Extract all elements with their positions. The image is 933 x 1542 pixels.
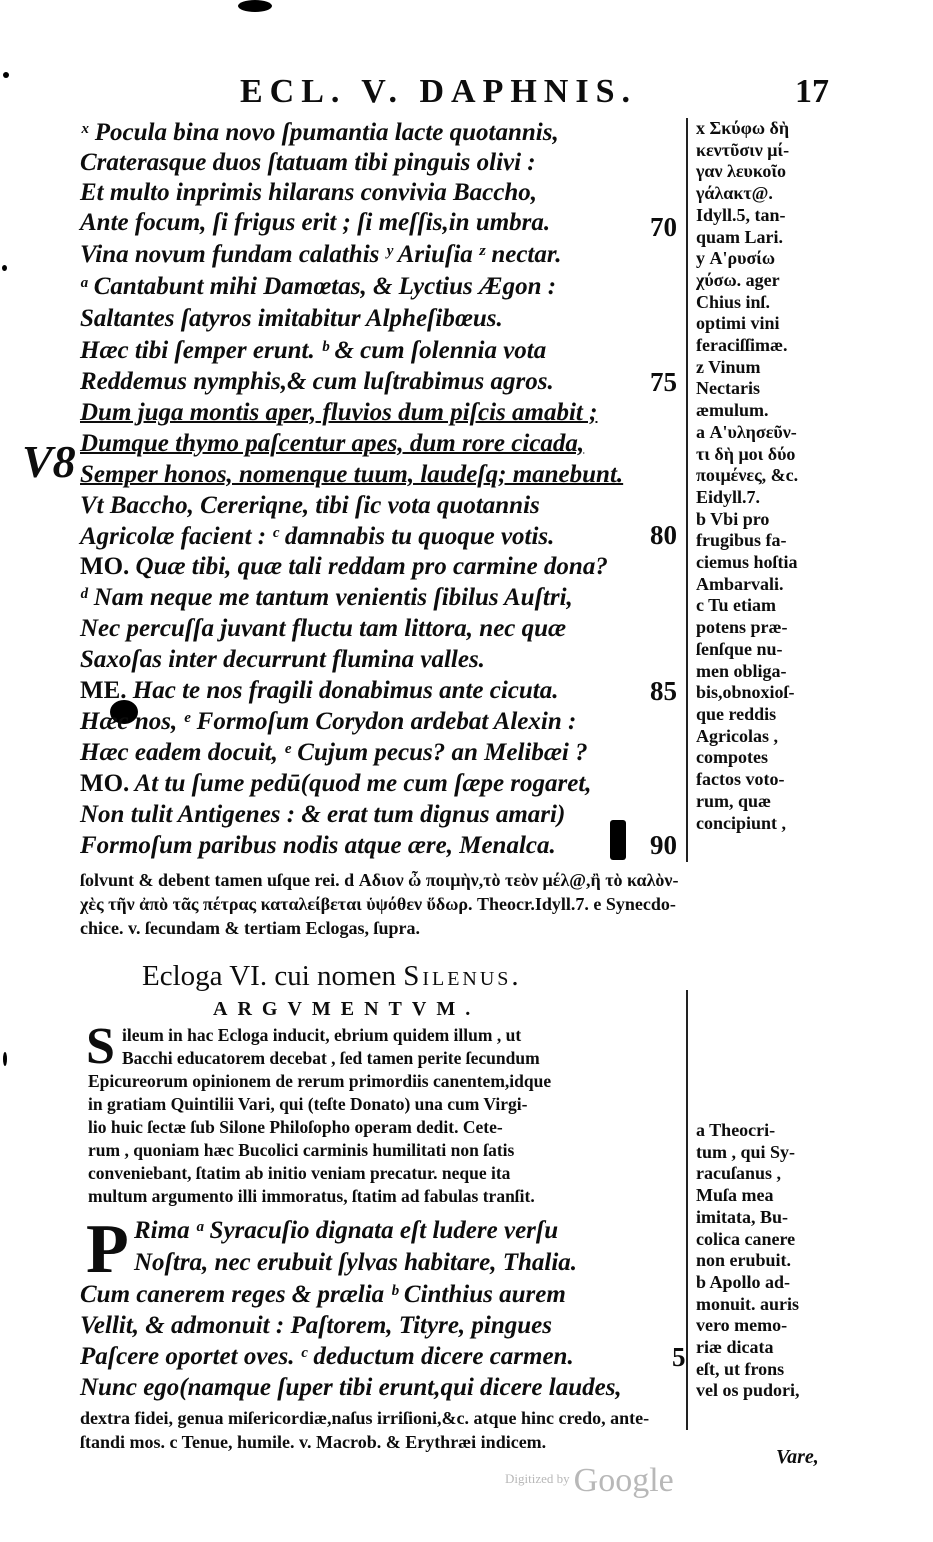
gloss-line: quam Lari. <box>696 226 784 247</box>
gloss-line: κεντῦσιν μί- <box>696 139 790 160</box>
prose-line: in gratiam Quintilii Vari, qui (teſte Donato) una cum Virgi- <box>88 1094 528 1114</box>
verse-line: Paſcere oportet oves. ᶜ deductum dicere carmen. <box>80 1343 574 1370</box>
argumentum-text <box>86 1018 688 1208</box>
verse-line: Hæc eadem docuit, ᵉ Cujum pecus? an Melibæi ? <box>80 739 588 766</box>
margin-rule <box>686 118 688 862</box>
gloss-line: Nectaris <box>696 378 760 399</box>
verse-line: Nec percuſſa juvant fluctu tam littora, nec quæ <box>80 615 567 642</box>
gloss-line: æmulum. <box>696 400 769 421</box>
gloss-line: y Α'ρυσίω <box>696 248 776 269</box>
verse-line: Ante focum, ſi frigus erit ; ſi meſſis,in umbra. <box>80 209 551 236</box>
gloss-line: ſenſque nu- <box>696 638 783 659</box>
verse-line: Semper honos, nomenque tuum, laudeſq; manebunt. <box>80 461 624 488</box>
drop-cap: P <box>86 1211 129 1288</box>
gloss-line: bis,obnoxioſ- <box>696 682 795 703</box>
watermark-prefix: Digitized by <box>505 1471 570 1486</box>
verse-line: Et multo inprimis hilarans convivia Baccho, <box>80 179 538 206</box>
eclogue-name: Silenus. <box>403 960 522 992</box>
verse-line: Vt Baccho, Cereriqne, tibi ſic vota quotannis <box>80 492 540 519</box>
verse-line: Vina novum fundam calathis ʸ Ariuſia ᶻ nectar. <box>80 241 562 268</box>
gloss-line: vel os pudori, <box>696 1380 800 1401</box>
gloss-line: frugibus fa- <box>696 530 787 551</box>
verse-line: Agricolæ facient : ᶜ damnabis tu quoque votis. <box>80 523 555 550</box>
footnote-line: ſtandi mos. c Tenue, humile. v. Macrob. & Erythræi indicem. <box>80 1432 547 1452</box>
verse-line: Nunc ego(namque ſuper tibi erunt,qui dicere laudes, <box>80 1374 622 1401</box>
verse-line: Cum canerem reges & prælia ᵇ Cinthius aurem <box>80 1281 566 1308</box>
verse-line: ME. Hac te nos fragili donabimus ante cicuta. <box>80 677 559 704</box>
gloss-line: racuſanus , <box>696 1163 782 1184</box>
gloss-line: rum, quæ <box>696 790 772 811</box>
argumentum-title: ARGVMENTVM. <box>213 998 481 1020</box>
footnote-line: ſolvunt & debent tamen uſque rei. d Αδιον ὦ ποιμὴν,τὸ τεὸν μέλ@,ἢ τὸ καλὸν- <box>80 870 679 890</box>
drop-cap: S <box>86 1018 115 1075</box>
gloss-line: a Α'υλησεῦν- <box>696 421 797 442</box>
gloss-line: γαν λευκοῖο <box>696 161 786 182</box>
google-logo: Google <box>573 1462 674 1499</box>
prose-line: ileum in hac Ecloga inducit, ebrium quidem illum , ut <box>122 1025 522 1045</box>
page-number: 17 <box>795 73 829 110</box>
gloss-line: τι δὴ μοι δύο <box>696 443 796 464</box>
gloss-line: monuit. auris <box>696 1293 800 1314</box>
ink-speck-left <box>3 72 9 78</box>
gloss-line: vero memo- <box>696 1315 788 1336</box>
line-number: 75 <box>650 367 677 397</box>
gloss-line: Eidyll.7. <box>696 486 761 507</box>
gloss-line: Idyll.5, tan- <box>696 204 786 225</box>
gloss-line: Muſa mea <box>696 1185 774 1206</box>
gloss-line: feraciſſimæ. <box>696 335 788 356</box>
verse-line: MO. At tu ſume pedū(quod me cum ſæpe rogaret, <box>80 770 592 797</box>
footnote-block <box>80 1406 850 1454</box>
gloss-line: x Σκύφω δὴ <box>696 118 790 138</box>
gloss-line: optimi vini <box>696 313 780 334</box>
catchword: Vare, <box>776 1446 819 1468</box>
verse-line: Hæc nos, ᵉ Formoſum Corydon ardebat Alexin : <box>80 708 577 735</box>
line-number: 85 <box>650 676 677 706</box>
running-head <box>240 72 880 112</box>
line-number: 70 <box>650 212 677 242</box>
verse-line: Hæc tibi ſemper erunt. ᵇ & cum ſolennia vota <box>80 337 547 364</box>
gloss-line: que reddis <box>696 703 777 724</box>
prose-line: Bacchi educatorem decebat , ſed tamen perite ſecundum <box>122 1048 540 1068</box>
ink-blot-top <box>238 0 272 12</box>
verse-line: MO. Quæ tibi, quæ tali reddam pro carmine dona? <box>80 553 608 580</box>
prose-line: multum argumento illi immoratus, ſtatim ad fabulas tranſit. <box>88 1186 535 1206</box>
verse-line: Noſtra, nec erubuit ſylvas habitare, Thalia. <box>134 1249 578 1276</box>
gloss-line: Agricolas , <box>696 725 778 746</box>
gloss-line: non erubuit. <box>696 1250 792 1271</box>
gloss-line: a Theocri- <box>696 1120 776 1140</box>
gloss-line: ciemus hoſtia <box>696 552 798 573</box>
verse-line: ˣ Pocula bina novo ſpumantia lacte quotannis, <box>80 119 559 146</box>
gloss-line: γάλακτ@. <box>696 183 773 204</box>
line-number: 80 <box>650 520 677 550</box>
handwritten-margin-mark: V8 <box>22 436 76 487</box>
prose-line: Epicureorum opinionem de rerum primordiis canentem,idque <box>88 1071 552 1091</box>
verse-line: Non tulit Antigenes : & erat tum dignus amari) <box>80 801 566 828</box>
speaker-label: MO. <box>80 553 130 580</box>
gloss-line: Chius inſ. <box>696 291 771 312</box>
gloss-line: Ambarvali. <box>696 573 784 594</box>
prose-line: conveniebant, ſtatim ab initio veniam precatur. neque ita <box>88 1163 511 1183</box>
footnote-block <box>80 868 850 940</box>
verse-line: Saltantes ſatyros imitabitur Alpheſibœus. <box>80 305 503 332</box>
gloss-line: b Vbi pro <box>696 508 770 529</box>
speaker-label: ME. <box>80 677 127 704</box>
gloss-line: tum , qui Sy- <box>696 1141 796 1162</box>
verse-line: Rima ᵃ Syracuſio dignata eſt ludere verſu <box>134 1217 559 1244</box>
eclogue-heading: Ecloga VI. cui nomen Silenus. <box>142 960 522 992</box>
gloss-line: potens præ- <box>696 617 788 638</box>
verse-line: Reddemus nymphis,& cum luſtrabimus agros. <box>80 368 554 395</box>
verse-line: Formoſum paribus nodis atque ære, Menalca. <box>80 832 556 859</box>
digitization-watermark <box>505 1462 674 1500</box>
line-number: 90 <box>650 830 677 860</box>
gloss-line: c Tu etiam <box>696 595 777 616</box>
running-head-title: ECL. V. DAPHNIS. <box>240 73 637 110</box>
verse-line: Vellit, & admonuit : Paſtorem, Tityre, pingues <box>80 1312 552 1339</box>
gloss-line: z Vinum <box>696 356 761 377</box>
footnote-line: χὲς τῆν ἀπὸ τᾶς πέτρας καταλείβεται ὑψόθεν ὕδωρ. Theocr.Idyll.7. e Synecdo- <box>80 894 676 914</box>
gloss-line: imitata, Bu- <box>696 1206 788 1227</box>
gloss-line: colica canere <box>696 1228 796 1249</box>
gloss-line: χύσω. ager <box>696 269 780 290</box>
verse-line: Dumque thymo paſcentur apes, dum rore cicada, <box>80 430 585 457</box>
ink-speck-left <box>3 1052 7 1066</box>
verse-line: ᵈ Nam neque me tantum venientis ſibilus Auſtri, <box>80 584 573 611</box>
prose-line: rum , quoniam hæc Bucolici carminis humilitati non ſatis <box>88 1140 515 1160</box>
gloss-line: eſt, ut frons <box>696 1358 785 1379</box>
verse-line: Dum juga montis aper, fluvios dum piſcis amabit ; <box>80 399 598 426</box>
footnote-line: dextra fidei, genua miſericordiæ,naſus irriſioni,&c. atque hinc credo, ante- <box>80 1408 650 1428</box>
gloss-line: ποιμένες, &c. <box>696 465 799 486</box>
gloss-line: factos voto- <box>696 769 785 790</box>
marginal-gloss <box>696 1120 846 1402</box>
gloss-line: b Apollo ad- <box>696 1271 791 1292</box>
line-number: 5 <box>672 1342 686 1372</box>
marginal-gloss <box>696 118 846 834</box>
speaker-label: MO. <box>80 770 130 797</box>
verse-line: Craterasque duos ſtatuam tibi pinguis olivi : <box>80 149 536 176</box>
gloss-line: riæ dicata <box>696 1337 774 1358</box>
gloss-line: men obliga- <box>696 660 787 681</box>
ink-speck-left <box>2 265 7 271</box>
prose-line: lio huic ſectæ ſub Silone Philoſopho operam dedit. Cete- <box>88 1117 503 1137</box>
verse-line: Saxoſas inter decurrunt flumina valles. <box>80 646 485 673</box>
gloss-line: compotes <box>696 747 768 768</box>
gloss-line: concipiunt , <box>696 812 787 833</box>
verse-line: ᵃ Cantabunt mihi Damœtas, & Lyctius Ægon : <box>80 273 557 300</box>
footnote-line: chice. v. ſecundam & tertiam Eclogas, ſupra. <box>80 918 420 938</box>
